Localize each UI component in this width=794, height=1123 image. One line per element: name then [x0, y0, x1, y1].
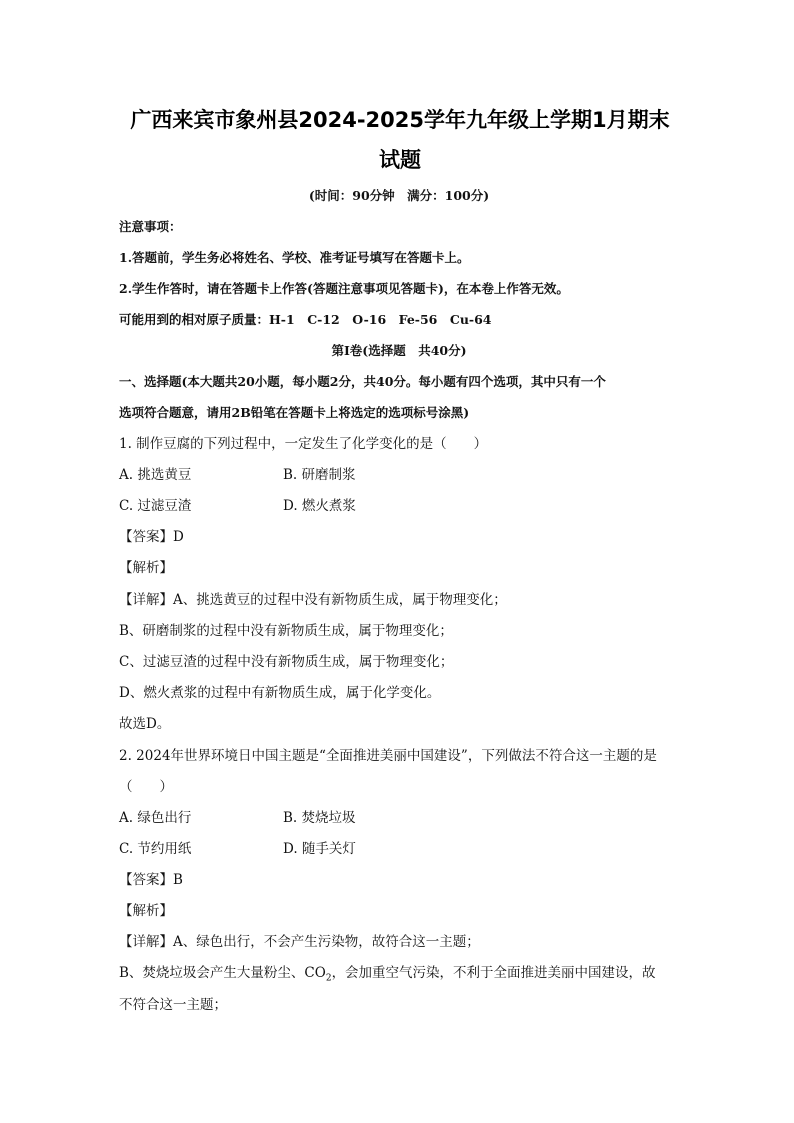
q1-stem: 1. 制作豆腐的下列过程中，一定发生了化学变化的是（ ） [119, 436, 488, 452]
q2-option-d: D. 随手关灯 [283, 841, 356, 857]
q1-option-a: A. 挑选黄豆 [119, 467, 192, 483]
q2-stem-line-1: 2. 2024年世界环境日中国主题是“全面推进美丽中国建设”，下列做法不符合这一主题的是 [119, 748, 657, 764]
notice-heading: 注意事项： [119, 219, 182, 234]
part1-instructions-line-1: 一、选择题(本大题共20小题，每小题2分，共40分。每小题有四个选项，其中只有一个 [119, 374, 606, 389]
q2-option-b: B. 焚烧垃圾 [283, 810, 356, 826]
q2-analysis-heading: 【解析】 [119, 903, 173, 919]
q1-detail-2: B、研磨制浆的过程中没有新物质生成，属于物理变化； [119, 623, 453, 639]
q2-detail-2-post: ，会加重空气污染，不利于全面推进美丽中国建设，故 [331, 965, 656, 981]
section-title: 第Ⅰ卷(选择题 共40分) [331, 343, 467, 358]
q2-stem-line-2: （ ） [119, 779, 173, 795]
q2-option-a: A. 绿色出行 [119, 810, 192, 826]
q1-options-row-1 [119, 465, 679, 485]
q1-option-c: C. 过滤豆渣 [119, 498, 192, 514]
q1-answer: 【答案】D [119, 529, 184, 545]
q2-detail-2 [119, 963, 679, 989]
q1-options-row-2 [119, 496, 679, 516]
q2-options-row-1 [119, 808, 679, 828]
time-info: (时间：90分钟 满分：100分) [308, 188, 490, 203]
q1-option-d: D. 燃火煮浆 [283, 498, 356, 514]
q1-detail-3: C、过滤豆渣的过程中没有新物质生成，属于物理变化； [119, 654, 454, 670]
part1-instructions-line-2: 选项符合题意，请用2B铅笔在答题卡上将选定的选项标号涂黑) [119, 405, 470, 420]
exam-title-line-1: 广西来宾市象州县2024-2025学年九年级上学期1月期末 [130, 108, 670, 132]
q2-detail-1: 【详解】A、绿色出行，不会产生污染物，故符合这一主题； [119, 934, 480, 950]
q1-detail-1: 【详解】A、挑选黄豆的过程中没有新物质生成，属于物理变化； [119, 592, 507, 608]
q1-analysis-heading: 【解析】 [119, 560, 173, 576]
q2-detail-2-pre: B、焚烧垃圾会产生大量粉尘、CO [119, 965, 326, 981]
q1-option-b: B. 研磨制浆 [283, 467, 356, 483]
q2-answer: 【答案】B [119, 872, 183, 888]
notice-item-1: 1.答题前，学生务必将姓名、学校、准考证号填写在答题卡上。 [119, 250, 470, 265]
atomic-masses: 可能用到的相对原子质量：H-1 C-12 O-16 Fe-56 Cu-64 [119, 312, 492, 327]
q1-detail-4: D、燃火煮浆的过程中有新物质生成，属于化学变化。 [119, 685, 441, 701]
exam-title-line-2: 试题 [379, 148, 421, 172]
q1-conclusion: 故选D。 [119, 716, 171, 732]
co2-subscript: 2 [325, 973, 332, 984]
notice-item-2: 2.学生作答时，请在答题卡上作答(答题注意事项见答题卡)，在本卷上作答无效。 [119, 281, 569, 296]
q2-detail-3: 不符合这一主题； [119, 997, 227, 1013]
q2-option-c: C. 节约用纸 [119, 841, 192, 857]
q2-options-row-2 [119, 839, 679, 859]
